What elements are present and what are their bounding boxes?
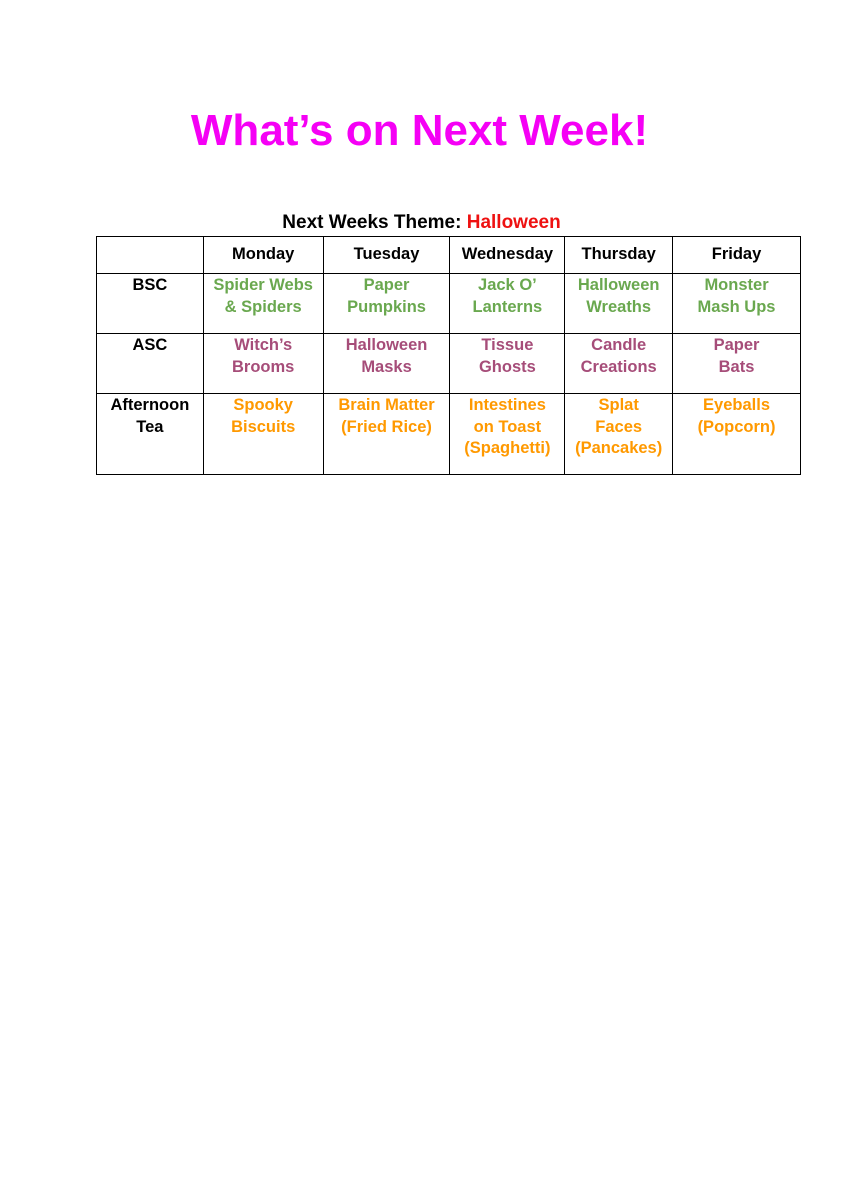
asc-tuesday-cell [323, 334, 450, 394]
corner-cell [97, 237, 204, 274]
day-header-thursday: Thursday [565, 237, 673, 274]
menu-item-text: Splat Faces (Pancakes) [575, 396, 663, 457]
row-label-bsc [97, 274, 204, 334]
bsc-tuesday-cell [323, 274, 450, 334]
afternoon-tea-row [97, 394, 801, 475]
tea-thursday-cell [565, 394, 673, 475]
bsc-friday-cell [673, 274, 801, 334]
row-label-text: BSC [132, 276, 168, 294]
menu-item-text: Brain Matter (Fried Rice) [338, 396, 435, 436]
tea-tuesday-cell [323, 394, 450, 475]
theme-value: Halloween [466, 212, 561, 233]
day-header-wednesday: Wednesday [450, 237, 565, 274]
day-header-monday: Monday [203, 237, 323, 274]
activity-text: Jack O’ Lanterns [472, 276, 543, 316]
asc-monday-cell [203, 334, 323, 394]
activity-text: Monster Mash Ups [697, 276, 776, 316]
day-header-friday: Friday [673, 237, 801, 274]
row-label-afternoon-tea [97, 394, 204, 475]
activity-text: Witch’s Brooms [232, 336, 295, 376]
activity-text: Candle Creations [580, 336, 657, 376]
activity-text: Spider Webs & Spiders [213, 276, 313, 316]
row-label-text: ASC [132, 336, 168, 354]
menu-item-text: Spooky Biscuits [231, 396, 296, 436]
theme-line [0, 211, 849, 235]
activity-text: Tissue Ghosts [478, 336, 536, 376]
asc-thursday-cell [565, 334, 673, 394]
menu-item-text: Intestines on Toast (Spaghetti) [464, 396, 551, 457]
theme-label: Next Weeks Theme: [282, 212, 462, 233]
bsc-row [97, 274, 801, 334]
activity-text: Halloween Masks [345, 336, 428, 376]
row-label-asc [97, 334, 204, 394]
day-header-tuesday: Tuesday [323, 237, 450, 274]
tea-wednesday-cell [450, 394, 565, 475]
activity-text: Paper Pumpkins [347, 276, 426, 316]
asc-wednesday-cell [450, 334, 565, 394]
menu-item-text: Eyeballs (Popcorn) [697, 396, 776, 436]
activity-text: Paper Bats [713, 336, 760, 376]
asc-friday-cell [673, 334, 801, 394]
activity-text: Halloween Wreaths [577, 276, 660, 316]
asc-row [97, 334, 801, 394]
bsc-wednesday-cell [450, 274, 565, 334]
weekly-schedule-table [96, 236, 801, 475]
tea-friday-cell [673, 394, 801, 475]
tea-monday-cell [203, 394, 323, 475]
header-row [97, 237, 801, 274]
bsc-thursday-cell [565, 274, 673, 334]
row-label-text: Afternoon Tea [110, 396, 190, 436]
bsc-monday-cell [203, 274, 323, 334]
page-title: What’s on Next Week! [190, 106, 649, 155]
